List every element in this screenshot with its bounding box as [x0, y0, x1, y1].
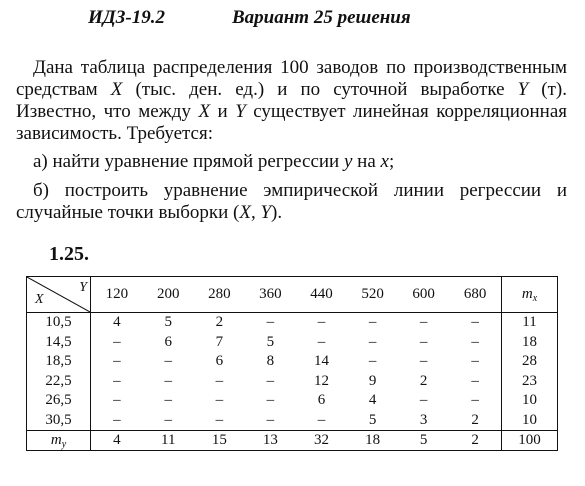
frequency-cell: 2 — [419, 372, 428, 389]
x-value: 26,5 — [27, 391, 91, 410]
correlation-table — [26, 276, 558, 451]
frequency-cell: – — [317, 333, 326, 350]
table-row — [27, 313, 558, 333]
mx-cell: 11 — [502, 313, 558, 333]
table-header-row — [27, 277, 558, 313]
frequency-cell: 6 — [164, 333, 172, 350]
mx-cell: 23 — [502, 371, 558, 390]
x-value: 18,5 — [27, 352, 91, 371]
frequency-cell: – — [317, 314, 326, 331]
my-cell: 2 — [449, 431, 501, 451]
task-b: б) построить уравнение эмпирической линии регрессии и случайные точки выборки (X, Y). — [16, 180, 567, 223]
frequency-cell: 14 — [313, 353, 329, 370]
frequency-cell: – — [215, 372, 224, 389]
x-value: 14,5 — [27, 333, 91, 352]
mx-cell: 10 — [502, 391, 558, 410]
my-cell: 18 — [347, 431, 398, 451]
frequency-cell: 5 — [266, 333, 275, 350]
total-cell: 100 — [502, 431, 558, 451]
frequency-cell: – — [164, 353, 172, 370]
frequency-cell: – — [164, 392, 172, 409]
page-header — [0, 7, 585, 31]
frequency-cell: – — [113, 333, 121, 350]
y-header: 360 — [245, 277, 296, 313]
frequency-cell: – — [113, 392, 121, 409]
my-cell: 4 — [91, 431, 143, 451]
x-value: 22,5 — [27, 371, 91, 390]
table-row — [27, 333, 558, 352]
y-header: 200 — [143, 277, 194, 313]
frequency-cell: – — [368, 314, 377, 331]
frequency-cell: – — [419, 392, 428, 409]
corner-cell — [27, 277, 91, 313]
frequency-cell: 12 — [313, 372, 329, 389]
y-header: 440 — [296, 277, 347, 313]
y-header: 120 — [91, 277, 143, 313]
frequency-cell: – — [266, 314, 275, 331]
frequency-cell: 3 — [419, 411, 428, 428]
y-header: 520 — [347, 277, 398, 313]
frequency-cell: 2 — [215, 314, 224, 331]
my-cell: 13 — [245, 431, 296, 451]
frequency-cell: – — [266, 411, 275, 428]
frequency-cell: – — [471, 392, 479, 409]
mx-cell: 28 — [502, 352, 558, 371]
frequency-cell: – — [471, 372, 479, 389]
my-cell: 15 — [194, 431, 245, 451]
corner-x-label: X — [35, 292, 44, 307]
frequency-cell: 4 — [368, 392, 377, 409]
frequency-cell: – — [471, 353, 479, 370]
y-header: 600 — [398, 277, 449, 313]
frequency-cell: – — [113, 353, 121, 370]
frequency-cell: – — [113, 372, 121, 389]
frequency-cell: – — [368, 353, 377, 370]
frequency-cell: 5 — [164, 314, 172, 331]
frequency-cell: – — [164, 411, 172, 428]
my-cell: 11 — [143, 431, 194, 451]
frequency-cell: – — [266, 372, 275, 389]
frequency-cell: – — [368, 333, 377, 350]
frequency-cell: – — [113, 411, 121, 428]
my-cell: 5 — [398, 431, 449, 451]
task-a: а) найти уравнение прямой регрессии y на x; — [33, 151, 395, 172]
y-header: 680 — [449, 277, 501, 313]
frequency-cell: – — [215, 392, 224, 409]
frequency-cell: – — [266, 392, 275, 409]
table-row — [27, 371, 558, 390]
frequency-cell: – — [419, 333, 428, 350]
mx-cell: 10 — [502, 410, 558, 430]
table-row — [27, 352, 558, 371]
corner-y-label: Y — [79, 280, 87, 295]
y-header: 280 — [194, 277, 245, 313]
variant-title: Вариант 25 решения — [232, 7, 411, 28]
frequency-cell: – — [317, 411, 326, 428]
mx-cell: 18 — [502, 333, 558, 352]
frequency-cell: – — [419, 314, 428, 331]
frequency-cell: 6 — [215, 353, 224, 370]
problem-statement: Дана таблица распределения 100 заводов по производственным средствам X (тыс. ден. ед.) и по суточной выработке Y (т). Известно, что между X и Y существует линейная корреляционная зависимость. Требуется: — [16, 57, 567, 144]
table-row — [27, 410, 558, 430]
frequency-cell: – — [164, 372, 172, 389]
frequency-cell: 9 — [368, 372, 377, 389]
frequency-cell: – — [471, 314, 479, 331]
assignment-code: ИДЗ-19.2 — [88, 7, 166, 28]
my-cell: 32 — [296, 431, 347, 451]
frequency-cell: – — [215, 411, 224, 428]
frequency-cell: – — [471, 333, 479, 350]
table-row — [27, 391, 558, 410]
frequency-cell: 2 — [471, 411, 479, 428]
my-label: $m_y$ — [27, 431, 91, 451]
mx-header: $m_x$ — [502, 277, 558, 313]
frequency-cell: 7 — [215, 333, 224, 350]
correlation-table-wrapper — [26, 276, 558, 451]
my-row — [27, 431, 558, 451]
frequency-cell: 8 — [266, 353, 275, 370]
x-value: 30,5 — [27, 410, 91, 430]
frequency-cell: 5 — [368, 411, 377, 428]
frequency-cell: 4 — [113, 314, 121, 331]
problem-number: 1.25. — [49, 243, 89, 265]
frequency-cell: 6 — [317, 392, 326, 409]
frequency-cell: – — [419, 353, 428, 370]
x-value: 10,5 — [27, 313, 91, 333]
